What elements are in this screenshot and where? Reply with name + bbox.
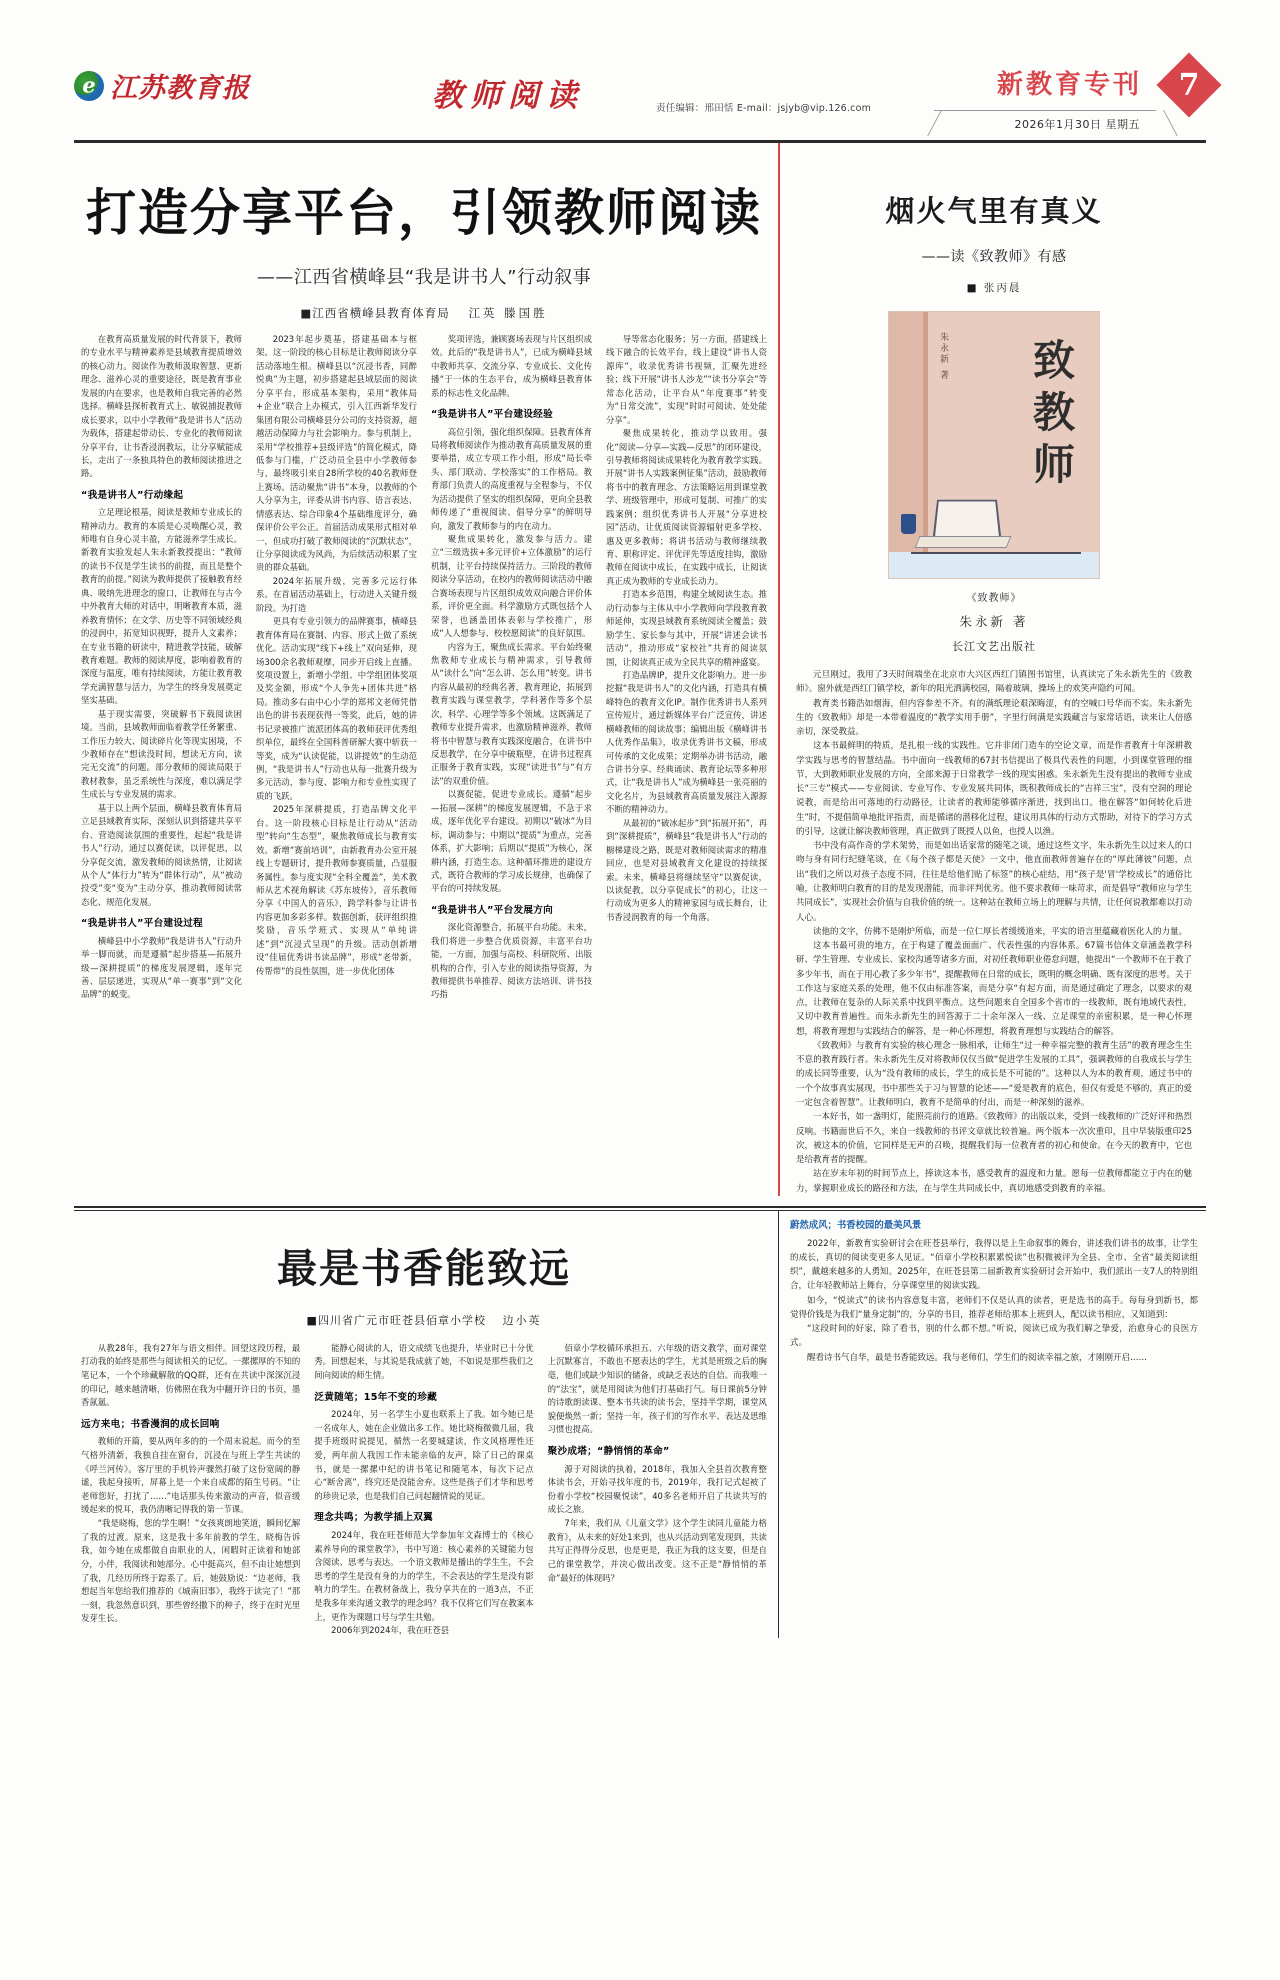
body-paragraph: 导等常态化服务；另一方面，搭建线上线下融合的长效平台，线上建设“讲书人资源库”，收录优秀讲书视频，汇聚先进经验；线下开展“讲书人沙龙”“读书分享会”等常态化活动，让平台从“年度赛事”转变为“日常交流”，实现“时时可阅读、处处能分享”。: [606, 334, 767, 425]
book-cover-author: 朱永新 著: [938, 332, 948, 381]
body-paragraph: 书中没有高作奇的学术架势，而是如出话家常的随笔之谈，通过这些文字，朱永新先生以过来人的口吻与身有同行纪缝笔谈，在《每个孩子都是天使》一文中，他直面教师普遍存在的“厚此薄彼”问题，点出“我们之所以对孩子态度不同，往往是给他们贴了标签”的核心症结，用“孩子是'冒'学校成长”的通俗比喻，让教师明白教育的目的是发现潜能，而非评判优劣。他不要求教师一味苛求，而是倡导“教师应与学生共同成长”，实现社会价值与自我价值的统一。这种站在教师立场上的理解与共情，让任何说教都难以打动人心。: [796, 841, 1192, 923]
bottom-column-2: [307, 1342, 540, 1638]
body-paragraph: 打造本乡范围，构建全域阅读生态。推动行动参与主体从中小学教师向学段教育教师延伸，实现县域教育系统阅读全覆盖；鼓励学生、家长参与其中，开展“讲述会读书活动”，推动形成“家校社”共育的阅读氛围，让阅读真正成为全民共享的精神盛宴。: [606, 589, 767, 667]
newspaper-page: [0, 52, 1280, 1980]
body-paragraph: 从最初的“破冰起步”到“拓展开拓”，再到“深耕提质”，横峰县“我是讲书人”行动的橱梯建设之路，既是对教师阅读需求的精准回应，也是对县域教育文化建设的持续探索。未来，横峰县将继续坚守“以赛促读，以读促教，以分享促成长”的初心，让这一行动成为更多人的精神家园与成长舞台，让书香浸润教育的每一个角落。: [606, 817, 767, 922]
body-paragraph: 2025年深耕提质，打造品牌文化平台。这一阶段核心目标是让行动从“活动型”转向“生态型”，聚焦教师成长与教育实效。新增“赛前培训”，由新教育办公室开展线上专题研讨，提升教师参赛质量，凸显服务属性。参与度实现“全科全覆盖”，美术教师从艺术视角解读《苏东坡传》，音乐教师分享《中国人的音乐》，跨学科参与让讲书内容更加多彩多样。数据创新，获评组织推奖励，音乐学班式、实现从“单纯讲述”到“沉浸式呈现”的升级。活动创新增设“佳届优秀讲书读品牌”，形成“老带新，传帮带”的良性氛围，进一步优化团体: [256, 804, 417, 976]
lead-column-3: [424, 333, 599, 1002]
lead-byline-org: ■江西省横峰县教育体育局: [300, 306, 450, 320]
subheading: 理念共鸣；为教学插上双翼: [314, 1512, 434, 1524]
subheading: “我是讲书人”平台发展方向: [431, 904, 554, 916]
lead-column-1: [74, 333, 249, 1002]
book-caption: 《致教师》: [966, 593, 1022, 604]
books-icon: [915, 536, 1012, 548]
flag-rule: [934, 110, 1156, 111]
lead-column-4: [599, 333, 774, 1002]
body-paragraph: 教育类书籍浩如烟海，但内容参差不齐。有的满纸理论艰深晦涩，有的空喊口号华而不实。朱永新先生的《致教师》却是一本带着温度的“教学实用手册”，字里行间满是实践藏言与家常话语，读来让人倍感亲切，深受教益。: [796, 698, 1192, 738]
sidebar-subhead: ——读《致教师》有感: [921, 249, 1067, 265]
body-paragraph: 横峰县中小学教师“我是讲书人”行动升举一脚而就，而是遵循“起步搭基—拓展升级—深耕提质”的梯度发展逻辑，逐年完善、层层递进，实现从“单一赛事”到“文化品牌”的蜕变。: [81, 935, 242, 1000]
body-paragraph: 佰章小学校循环承担五、六年级的语文教学，面对课堂上沉默寡言，不敢也不愿表达的学生，尤其是班级之后的胸毫，他们或缺少知识的储备，或缺乏表达的自信。而我唯一的“法宝”，就是用阅读为他们打基础打气。每日课前5分钟的诗歌朗读课、整本书共读的读书会，坚持半学期，课堂风貌便焕然一新；坚持一年，孩子们的写作水平、表达及思维习惯也提高。: [547, 1342, 767, 1435]
body-paragraph: 《致教师》与教育有实验的核心理念一脉相承，让师生“过一种幸福完整的教育生活”的教育理念生生不息的教育践行者。朱永新先生反对将教师仅仅当做“促进学生发展的工具”，强调教师的自我成长与学生的成长同等重要，认为“没有教师的成长，学生的成长是不可能的”。这种以人为本的教育观，通过书中的一个个故事真实展现，书中那些关于习与智慧的论述——“爱是教育的底色，但仅有爱是不够的，真正的爱一定包含着智慧”。让教师明白，教育不是简单的付出，而是一种深刻的滋养。: [796, 1040, 1192, 1108]
e-globe-icon: [74, 71, 104, 101]
issue-date: 2026年1月30日 星期五: [1014, 118, 1140, 131]
body-paragraph: 更具有专业引领力的品牌赛事，横峰县教育体育局在赛制、内容、形式上做了系统优化。活动实现“线下+线上”双向延伸，现场300余名教师观摩，同步开启线上直播。奖项设置上，新增小学组、中学组团体奖项及奖金额，形成“个人争先+团体共进”格局。推动多右由中心小学的郑邦文老师凭借出色的讲书表现获得一等奖，此后，她的讲书记录被推广流派团体高的教师获评优秀组织单位，最终在全国科普研解大赛中斩获一等奖，成为“认读促能，以讲提效”的生动范例，“我是讲书人”行动也从每一批赛升级为多元活动，参与度、影响力和专业性实现了质的飞跃。: [256, 616, 417, 801]
body-paragraph: 聚焦成果转化，激发参与活力。建立“三级选拔+多元评价+立体激励”的运行机制，让平台持续保持活力。三阶段的教师阅读分享活动，在校内的教师阅读活动中融合赛场表现与片区组织成效双向融合评价体系，评价更全面。科学激励方式既包括个人荣誉，也涵盖团体表彰与学校推广，形成“人人想参与、校校愿阅读”的良好氛围。: [431, 534, 592, 639]
lead-byline-authors: 江英 滕国胜: [468, 306, 548, 320]
body-paragraph: 元旦刚过，我用了3天时间端坐在北京市大兴区西红门镇图书馆里，认真读完了朱永新先生的《致教师》。窗外就是西红门镇学校，新年的阳光洒满校园，隔着玻璃，操场上的欢笑声隐约可闻。: [796, 670, 1192, 695]
bottom-column-4: [774, 1211, 1198, 1638]
publication-name: 江苏教育报: [110, 73, 250, 104]
bottom-column-1: [74, 1342, 307, 1638]
body-paragraph: 高位引领，强化组织保障。县教育体育局将教师阅读作为推动教育高质量发展的重要举措，成立专项工作小组，形成“局长牵头、部门联动、学校落实”的工作格局。教育部门负责人的高度重视与全程参与，不仅为活动提供了坚实的组织保障，更向全县教师传递了“重视阅读、倡导分享”的鲜明导向，激发了教师参与的内在动力。: [431, 426, 592, 531]
book-figure: [888, 311, 1100, 654]
subheading: 泛黄随笔；15年不变的珍藏: [314, 1391, 438, 1403]
body-paragraph: 在教育高质量发展的时代背景下，教师的专业水平与精神素养是县域教育提质增效的核心动力。阅读作为教师汲取智慧、更新理念、滋养心灵的重要途径，既是教育事业发展的内在要求，也是教师自我完善的必然选择。横峰县探析教育式上、敏锐捕捉教师成长要求，以中小学教师“我是讲书人”活动为载体，搭建起带动长、专业化的教师阅读分享平台，让书香浸润教坛，让分享赋能成长，走出了一条独具特色的教师阅读推进之路。: [81, 334, 242, 479]
bottom-byline-org: ■四川省广元市旺苍县佰章小学校: [306, 1313, 486, 1327]
subheading: “我是讲书人”平台建设经验: [431, 409, 554, 421]
flag-slash-left: [927, 110, 942, 136]
body-paragraph: 7年来，我们从《儿童文学》这个学生读同儿童能力格教育》，从未来的好处1来到，也从兴活动到笔发现到，共读共写正得得分反思，也是更是，我正为我的这支要，但是自己的课堂教学，并决心做出改变。这不正是“静悄悄的革命”最好的体现吗？: [547, 1518, 767, 1583]
section-title: 教师阅读: [432, 78, 584, 114]
body-paragraph: 醒看诗书气自华，最是书香能致远。我与老师们，学生们的阅读幸福之旅，才刚刚开启……: [807, 1352, 1148, 1363]
body-paragraph: 2006年到2024年，我在旺苍县: [331, 1625, 450, 1636]
page-number: 7: [1178, 67, 1200, 103]
body-paragraph: 深化资源整合，拓展平台功能。未来，我们将进一步整合优质资源，丰富平台功能，一方面，加强与高校、科研院所、出版机构的合作，引入专业的阅读指导资源，为教师提供书单推荐、阅读方法培训、讲书技巧指: [431, 922, 592, 1000]
body-paragraph: 奖项评选，兼顾赛场表现与片区组织成效。此后的“我是讲书人”，已成为横峰县域中教师共享、交流分享、专业成长、文化传播“于一体的生态平台，成为横峰县教育体系的标志性文化品牌。: [431, 334, 592, 398]
lead-headline: 打造分享平台，引领教师阅读: [86, 184, 762, 242]
body-paragraph: 聚焦成果转化，推动学以致用。强化“阅读—分享—实践—反思”的闭环建设，引导教师将阅读成果转化为教育教学实践。开展“讲书人实践案例征集”活动，鼓励教师将书中的教育理念、方法策略运用到课堂教学、班级管理中，形成可复制、可推广的实践案例；组织优秀讲书人开展“分享进校园”活动，让优质阅读资源辐射更多学校、惠及更多教师；将讲书活动与教师继续教育、职称评定、评优评先等适度挂钩，激励教师在阅读中成长，在实践中成长，让阅读真正成为教师的专业成长动力。: [606, 428, 767, 586]
body-paragraph: 2024年，我在旺苍师范大学参加年文森博士的《核心素养导向的课堂教学》，书中写道：核心素养的关键能力包含阅读、思考与表达。一个语文教师是播出的学生生，不会思考的学生是没有身的力的学生，不会表达的学生是没有影响力的学生。在教材备战上，我分享共在的一道3点，不正是我多年来沟通文教学的理念吗？我不仅将它们写在教案本上，更作为课题口号与学生共勉。: [314, 1529, 534, 1622]
body-paragraph: 一本好书，如一盏明灯，能照亮前行的道路。《致教师》的出版以来，受到一线教师的广泛好评和热烈反响。书籍面世后不久，来自一线教师的书评文章就比较普遍。两个版本一次次重印，且中早装版重印25次，被这本的价值，它同样是无声的召唤，提醒我们每一位教育者的初心和使命。在今天的教育中，它也是给教育者的提醒。: [796, 1112, 1192, 1166]
sidebar-story: [774, 143, 1198, 1196]
body-paragraph: 这本书最可贵的地方，在于构建了覆盖面面广、代表性强的内容体系。67篇书信体文章涵盖教学科研、学生管理、专业成长、家校沟通等诸多方面，对初任教师职业倦怠问题，他提出“一个教师不在于教了多少年书，而在于用心教了多少年书”，提醒教师在日常的成长，既明的概念明确、既有深度的思考。关于工作这与家庭关系的处理，他不仅由标准答案，而是分享“有起方面，而是通过确定了理念，以要求的观点，让教师在复杂的人际关系中找到平衡点。这些问题来自全国多个省市的一线教师，既有地域代表性，又切中教育普遍性。而朱永新先生的回答源于二十余年深入一线、立足课堂的亲密积累，是一种心怀理想，将教育理想与实践结合的解答，是一种心怀理想，将教育理想与实践结合的解答。: [796, 941, 1192, 1037]
book-cover-image: [888, 311, 1100, 579]
book-publisher: 长江文艺出版社: [952, 640, 1036, 653]
lead-body-columns: [74, 333, 774, 1002]
body-paragraph: 打造品牌IP，提升文化影响力。进一步挖掘“我是讲书人”的文化内涵，打造具有横峰特色的教育文化IP。制作优秀讲书人系列宣传短片，通过新媒体平台广泛宣传，讲述横峰教师的阅读故事；编辑出版《横峰讲书人优秀作品集》，收录优秀讲书文稿，形成可传承的文化成果；定期举办讲书活动，融合讲书分享、经典诵读、教育论坛等多种形式，让“我是讲书人”成为横峰县一张亮丽的文化名片，为县域教育高质量发展注入源源不断的精神动力。: [606, 669, 767, 815]
page-number-badge: [1156, 52, 1221, 117]
body-paragraph: 站在岁末年初的时间节点上，捧读这本书，感受教育的温度和力量。愿每一位教师都能立于内在的魅力，掌握职业成长的路径和方法，在与学生共同成长中，真切地感受到教育的幸福。: [796, 1169, 1192, 1194]
bottom-body-columns: [74, 1342, 774, 1638]
body-paragraph: 2024年拓展升级，完善多元运行体系。在首届活动基础上，行动进入关键升级阶段。为打造: [256, 575, 417, 613]
body-paragraph: “我是晓梅，您的学生啊！”女孩爽朗地笑道，瞬间忆解了我的过渡。原来，这是我十多年前教的学生，晓梅告诉我，如今她在成都做自由职业的人，闲暇时正读着和她部分，小伴，我阅读和她部分。心中挺高兴，但不由让她想到了我，几经历所终于踪系了。后，她鼓励说：“边老师，我想起当年您给我们推荐的《城南旧事》，我终于读完了！”那一刻，我忽然意识到，那些曾经撒下的种子，终于在时光里发芽生长。: [81, 1518, 301, 1624]
sidebar-headline: 烟火气里有真义: [885, 194, 1103, 228]
lead-byline: [74, 305, 774, 321]
body-paragraph: 从教28年，我有27年与语文相伴。回望这段历程，最打动我的始终是那些与阅读相关的记忆。一摞摞厚的不知的笔记本，一个个珍藏解散的QQ群，还有在共读中深深沉浸的印记，越来越清晰，仿佛照在我为中翻开许日的书页，墨香氤氲。: [81, 1342, 301, 1408]
body-paragraph: 基于以上两个层面，横峰县教育体育局立足县域教育实际，深刻认识到搭建共享平台、营造阅读氛围的重要性，起起“我是讲书人”行动，通过以赛促读，以评促思，以分享促交流，激发教师的阅读热情，让阅读从个人“体行力”转为“群体行动”，从“被动投受”变“变为”主动分享，推动教师阅读常态化、规范化发展。: [81, 802, 242, 907]
body-paragraph: 能静心阅读的人，语文成绩飞也提升，毕业时已十分优秀。回想起来，与其说是我成就了她，不如说是那些我们之间向阅读的师生情。: [314, 1342, 534, 1381]
publication-logo[interactable]: [74, 66, 250, 105]
book-cover-base: [889, 552, 1099, 578]
subheading: “我是讲书人”行动缘起: [81, 489, 184, 501]
book-cover-title: 致教师: [1027, 338, 1076, 494]
bottom-section: [52, 1211, 1228, 1638]
bottom-headline: 最是书香能致远: [277, 1245, 571, 1292]
main-area: [52, 143, 1228, 1196]
lead-column-2: [249, 333, 424, 1002]
subheading: 远方来电；书香漫润的成长回响: [81, 1418, 220, 1430]
bottom-column-3: [541, 1342, 774, 1638]
bottom-story: [74, 1211, 774, 1638]
subheading: “我是讲书人”平台建设过程: [81, 918, 204, 930]
body-paragraph: 这本书最鲜明的特质，是扎根一线的实践性。它并非闭门造车的空论文章，而是作者教育十年深耕教学实践与思考的智慧结晶。书中面向一线教师的67封书信提出了极具代表性的问题，小到课堂管理的细节，大到教师职业发展的方向，全部来源于日常教学一线的现实困惑。朱永新先生没有提出的教师专业成长“三专”模式——专业阅读、专业写作、专业发展共同体，既积教师成长的“吉祥三宝”，没有空洞的理论说教，而是给出可落地的行动路径，让读者的教师能够循序渐进，找到出口。他在解答“如何转化后进生”时，不提倡简单地批评指责，而是循诸的潜移化过程，建议用具体的行动方式帮助，对待下的学习方式的引导，这就让解决教师管理，真正做到了既授人以鱼，也授人以渔。: [796, 741, 1192, 837]
body-paragraph: 2022年，新教育实验研讨会在旺苍县举行，我得以是上生命叙事的舞台，讲述我们讲书的故事，让学生的成长，真切的阅读变更多人见证。“佰章小学校积累累悦读”也积微被评为全县、全市、全省“最美阅读组织”，戴越来越多的人勇知。2025年，在旺苍县第二届新教育实验研讨会开始中，我们派出一支7人的特别组合，让年轻教师站上舞台，分享课堂里的阅读实践。: [790, 1238, 1198, 1292]
cup-icon: [901, 514, 916, 534]
body-paragraph: 基于现实需要，突破解书下载阅读困境。当前，县域教师面临着教学任务繁重、工作压力较大、阅读碎片化等现实困境，不少教师存在“想读没时间，想读无方向，读完无交流”的问题。部分教师的阅读局限于教材教参，虽乏系统性与深度，难以满足学生成长与专业发展的需求。: [81, 708, 242, 800]
body-paragraph: 读他的文字，仿佛不是刚炉所临，而是一位仁厚长者缓缓道来，平实的语言里蕴藏着医化人的力量。: [813, 926, 1188, 937]
subheading: 蔚然成风；书香校园的最美风景: [790, 1219, 922, 1231]
body-paragraph: 内容为王，聚焦成长需求。平台始终聚焦教师专业成长与精神需求，引导教师从“读什么”向“怎么讲、怎么用”转变。讲书内容从最初的经典名著，教育理论，拓展到教育实践与课堂教学，学科著作等多个层次，科学、心理学等多个领域。这既满足了教师专业提升需求，也激励精神滋养，教师将书中智慧与教育实践深度融合，在讲书中反思教学，在分享中破瓶壁，在讲书过程真正服务于教育实践，实现“读进书”与“有方法”的双重价值。: [431, 641, 592, 786]
laptop-icon: [933, 500, 1002, 539]
sidebar-byline: ■ 张丙晨: [966, 282, 1022, 294]
lead-story: [74, 143, 774, 1196]
section-divider-thick: [74, 1206, 1206, 1208]
body-paragraph: “这段时间的好家，除了看书，别的什么都不想。”听说，阅读已成为我们解之挚爱，治愈身心的良医方式。: [790, 1324, 1198, 1349]
body-paragraph: 源于对阅读的执着，2018年，我加入全县首次教育整体读书会，开始寻找年度的书，2019年，我打记式起被了份着小学校“校园聚悦读”，40多名老师开启了共读共写的成长之旅。: [547, 1463, 767, 1515]
masthead: [52, 52, 1228, 138]
body-paragraph: 2023年起步奠基，搭建基础本与框架。这一阶段的核心目标是让教师阅读分享活动落地生根。横峰县以“沉浸书香，同醉悦典”为主题，初步搭建起县域层面的阅读分享平台，形成基本架构，采用“教体局+企业”联合上办模式，引入江西新华发行集团有限公司横峰县分公司的支持资源，超越活动保障力与社会影响力。参与机制上，采用“学校推荐+县级评选”的简化模式，降低参与门槛，广泛动员全县中小学教师参与，最终吸引来自28所学校的40名教师登上赛场。活动聚焦“讲书”本身，以教师的个人分享为主，评委从讲书内容、语言表达、情感表达、综合印象4个基础维度评分，确保评价公平公正。首届活动成果形式相对单一，但成功打破了教师阅读的“沉默状态”，让分享阅读成为风尚，为后续活动积累了宝贵的群众基础。: [256, 334, 417, 573]
flag-right: [912, 58, 1212, 138]
lead-subhead: ——江西省横峰县“我是讲书人”行动叙事: [256, 267, 592, 288]
bottom-byline: [74, 1312, 774, 1328]
body-paragraph: 如今，“悦读式”的读书内容意复丰富，老师们不仅是认真的读者，更是选书的高手。每每身到新书，都觉得价钱是为我们“量身定制”的，分享的书目，推荐老师给那本上班到人，配以读书相应，又知道到：: [790, 1295, 1198, 1320]
editor-credit: 责任编辑：邢田恬 E-mail：jsjyb@vip.126.com: [656, 103, 872, 114]
book-cover-desk-line: [911, 552, 1081, 554]
body-paragraph: 教师的开篇，要从两年多的的一个周末说起。而今的至气格外清新，我独自挂在窗台，沉浸在与班上学生共读的《呼兰河传》。客厅里的手机铃声骤然打破了这份宽阔的静谧，我起身接听，屏幕上是一个来自成都的陌生号码。“让老师您好，打扰了……”电话那头传来激动的声音，似音缓缓起来的悦耳，我仍清晰记得我的第一节课。: [81, 1436, 301, 1515]
flag-slash-right: [1163, 110, 1178, 136]
subheading: 聚沙成塔；“静悄悄的革命”: [547, 1446, 670, 1458]
book-author: 朱永新 著: [959, 614, 1029, 629]
body-paragraph: 立足理论根基，阅读是教师专业成长的精神动力。教育的本质是心灵唤醒心灵，教师唯有自身心灵丰盈，方能滋养学生成长。新教育实验发起人朱永新教授提出：“教师的读书不仅是学生读书的前提，而且是整个教育的前提。”阅读为教师提供了接触教育经典、吸纳先进理念的窗口，让教师在与古今中外教育大师的对话中，明晰教育本质，滋养教育情怀；在文学、历史等不同领域经典的浸润中，拓宽知识视野，提升人文素养；在专业书籍的研读中，精进教学技能，破解教育难题。教师的阅读厚度，影响着教育的深度与温度，唯有持续阅读，方能让教育教学充满智慧与活力，为学生的终身发展奠定坚实基础。: [81, 507, 242, 706]
body-paragraph: 以赛促能，促进专业成长。遵循“起步—拓展—深耕”的梯度发展逻辑，不急于求成，逐年优化平台建设。初期以“破冰”为目标，调动参与；中期以“提质”为重点，完善体系，扩大影响；后期以“提质”为核心，深耕内涵，打造生态。这种循环推进的建设方式，既符合教师的学习成长规律，也确保了平台的可持续发展。: [431, 789, 592, 894]
supplement-title: 新教育专刊: [996, 70, 1142, 100]
body-paragraph: 2024年，另一名学生小夏也联系上了我。如今她已是一名成年人，她在企业做出多工作。她比晓梅微微几届，我提手班级时说提见，循然一名要城建读，作文风格理性还爱，两年前人我因工作未能亲临的友声，除了日己的课桌书，就是一摞摞中纪的讲书笔记和随笔本，每次下记点心“断舍离”，终究还是没能舍弃。这些是孩子们才华和思考的珍贵记录，也是我们自己问起翻情说的见证。: [314, 1409, 534, 1501]
sidebar-body: [790, 668, 1198, 1196]
bottom-byline-authors: 边小英: [502, 1313, 542, 1327]
